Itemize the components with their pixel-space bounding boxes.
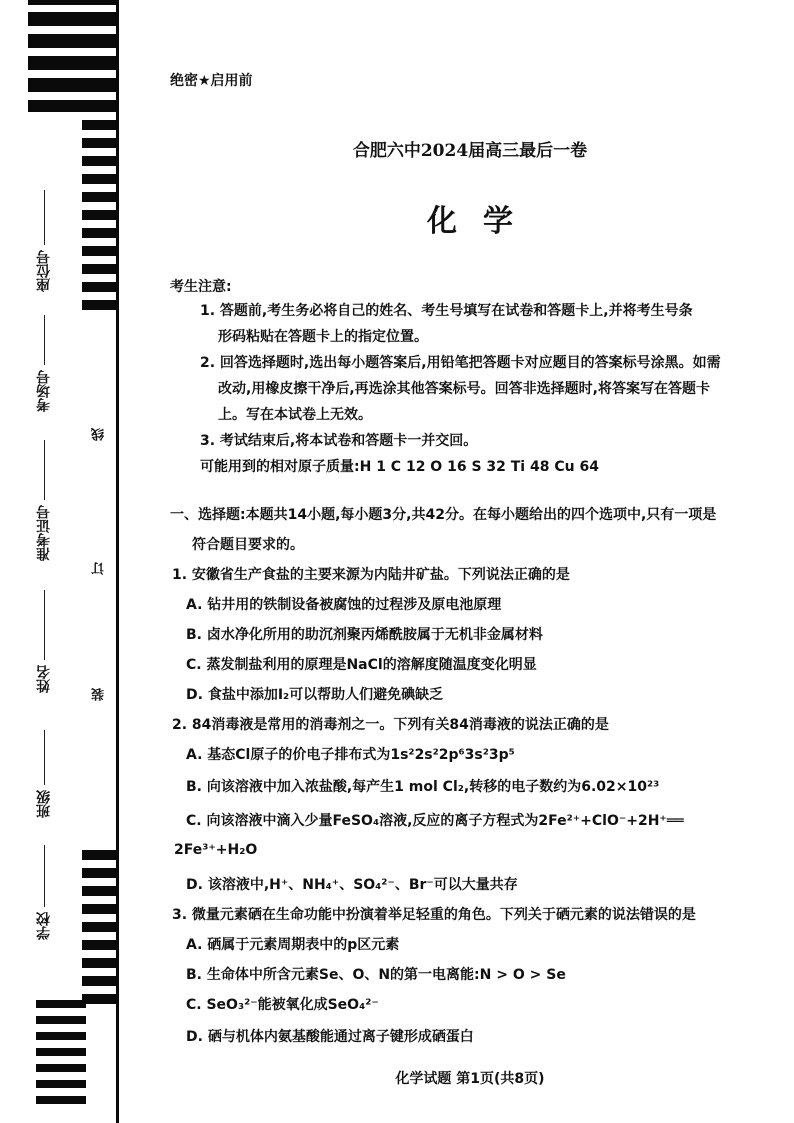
cut-mark-bind: 订: [92, 562, 107, 575]
school-line: [44, 845, 45, 907]
school-field: 学校: [36, 912, 52, 940]
question-1-stem: 1. 安徽省生产食盐的主要来源为内陆井矿盐。下列说法正确的是: [172, 567, 570, 583]
notice-item: 改动,用橡皮擦干净后,再选涂其他答案标号。回答非选择题时,将答案写在答题卡: [218, 381, 710, 397]
exam-room-line: [44, 315, 45, 365]
section-line-2: 符合题目要求的。: [192, 537, 304, 553]
page-footer: 化学试题 第1页(共8页): [395, 1071, 545, 1087]
exam-title: 合肥六中2024届高三最后一卷: [352, 141, 588, 161]
question-1-option-a: A. 钻井用的铁制设备被腐蚀的过程涉及原电池原理: [186, 597, 502, 613]
seat-number-line: [44, 190, 45, 245]
cut-mark-install: 装: [92, 688, 107, 701]
question-2-option-d: D. 该溶液中,H⁺、NH₄⁺、SO₄²⁻、Br⁻可以大量共存: [186, 877, 518, 893]
name-line: [44, 590, 45, 660]
exam-room-field: 考场号: [36, 370, 52, 412]
notice-title: 考生注意:: [170, 279, 232, 295]
admission-number-line: [44, 440, 45, 500]
question-2-option-b: B. 向该溶液中加入浓盐酸,每产生1 mol Cl₂,转移的电子数约为6.02×10²³: [186, 779, 660, 795]
notice-item: 上。写在本试卷上无效。: [218, 407, 372, 423]
class-line: [44, 730, 45, 785]
class-field: 班级: [36, 790, 52, 818]
cut-mark-line: 线: [92, 428, 107, 441]
seat-number-field: 座位号: [36, 250, 52, 292]
notice-item: 3. 考试结束后,将本试卷和答题卡一并交回。: [200, 433, 478, 449]
question-3-option-c: C. SeO₃²⁻能被氧化成SeO₄²⁻: [186, 997, 379, 1013]
section-line-1: 一、选择题:本题共14小题,每小题3分,共42分。在每小题给出的四个选项中,只有一项是: [170, 507, 717, 523]
question-3-stem: 3. 微量元素硒在生命功能中扮演着举足轻重的角色。下列关于硒元素的说法错误的是: [172, 907, 696, 923]
binding-strip: [0, 0, 125, 1123]
question-1-option-c: C. 蒸发制盐利用的原理是NaCl的溶解度随温度变化明显: [186, 657, 537, 673]
question-1-option-b: B. 卤水净化所用的助沉剂聚丙烯酰胺属于无机非金属材料: [186, 627, 543, 643]
notice-item: 形码粘贴在答题卡上的指定位置。: [218, 329, 428, 345]
question-2-stem: 2. 84消毒液是常用的消毒剂之一。下列有关84消毒液的说法正确的是: [172, 717, 609, 733]
question-1-option-d: D. 食盐中添加I₂可以帮助人们避免碘缺乏: [186, 687, 444, 703]
question-2-option-c-cont: 2Fe³⁺+H₂O: [174, 842, 258, 858]
atomic-mass-line: 可能用到的相对原子质量:H 1 C 12 O 16 S 32 Ti 48 Cu 64: [200, 459, 599, 475]
question-2-option-c: C. 向该溶液中滴入少量FeSO₄溶液,反应的离子方程式为2Fe²⁺+ClO⁻+2H⁺══: [186, 813, 684, 829]
confidential-label: 绝密★启用前: [170, 73, 253, 89]
admission-number-field: 准考证号: [36, 505, 52, 561]
name-field: 姓名: [36, 665, 52, 693]
question-2-option-a: A. 基态Cl原子的价电子排布式为1s²2s²2p⁶3s²3p⁵: [186, 747, 515, 763]
section-header: [170, 500, 770, 560]
notice-item: 2. 回答选择题时,选出每小题答案后,用铅笔把答题卡对应题目的答案标号涂黑。如需: [200, 355, 721, 371]
question-3-option-a: A. 硒属于元素周期表中的p区元素: [186, 937, 400, 953]
question-3-option-d: D. 硒与机体内氨基酸能通过离子键形成硒蛋白: [186, 1029, 474, 1045]
subject-title: 化学: [427, 204, 539, 239]
question-3-option-b: B. 生命体中所含元素Se、O、N的第一电离能:N > O > Se: [186, 967, 566, 983]
notice-item: 1. 答题前,考生务必将自己的姓名、考生号填写在试卷和答题卡上,并将考生号条: [200, 303, 693, 319]
